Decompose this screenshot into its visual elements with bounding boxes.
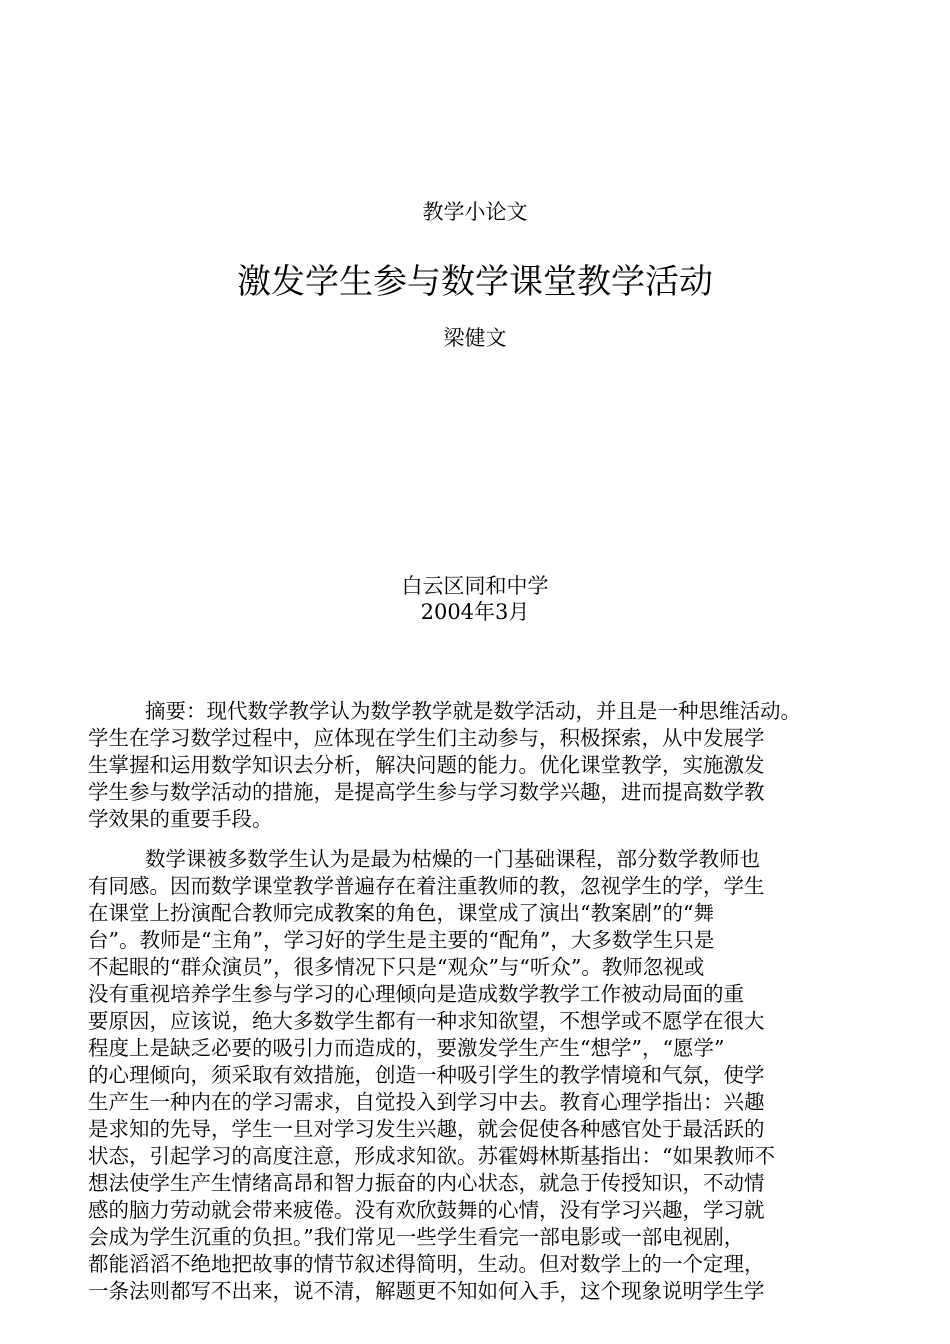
paragraph-line: 在课堂上扮演配合教师完成教案的角色，课堂成了演出“教案剧”的“舞 <box>88 901 714 925</box>
paragraph-line: 要原因，应该说，绝大多数学生都有一种求知欲望，不想学或不愿学在很大 <box>88 1009 765 1033</box>
paragraph-line: 是求知的先导，学生一旦对学习发生兴趣，就会促使各种感官处于最活跃的 <box>88 1117 765 1141</box>
abstract-paragraph <box>88 698 868 833</box>
paragraph-line: 程度上是缺乏必要的吸引力而造成的，要激发学生产生“想学”，“愿学” <box>88 1036 725 1060</box>
paragraph-line: 学效果的重要手段。 <box>88 807 273 831</box>
paragraph-line: 台”。教师是“主角”，学习好的学生是主要的“配角”，大多数学生只是 <box>88 928 715 952</box>
document-date: 2004年3月 <box>420 600 530 624</box>
paragraph-line: 不起眼的“群众演员”，很多情况下只是“观众”与“听众”。教师忽视或 <box>88 955 705 979</box>
paragraph-line: 想法使学生产生情绪高昂和智力振奋的内心状态，就急于传授知识，不动情 <box>88 1171 765 1195</box>
document-label: 教学小论文 <box>422 200 528 224</box>
paragraph-line: 会成为学生沉重的负担。”我们常见一些学生看完一部电影或一部电视剧， <box>88 1225 745 1249</box>
school-name: 白云区同和中学 <box>401 574 549 598</box>
paragraph-line: 学生参与数学活动的措施，是提高学生参与学习数学兴趣，进而提高数学教 <box>88 780 765 804</box>
paragraph-line: 状态，引起学习的高度注意，形成求知欲。苏霍姆林斯基指出：“如果教师不 <box>88 1144 775 1168</box>
paragraph-line: 数学课被多数学生认为是最为枯燥的一门基础课程，部分数学教师也 <box>145 847 760 871</box>
paragraph-line: 生产生一种内在的学习需求，自觉投入到学习中去。教育心理学指出：兴趣 <box>88 1090 765 1114</box>
author-name: 梁健文 <box>443 326 507 350</box>
paragraph-line: 生掌握和运用数学知识去分析，解决问题的能力。优化课堂教学，实施激发 <box>88 753 765 777</box>
paragraph-line: 没有重视培养学生参与学习的心理倾向是造成数学教学工作被动局面的重 <box>88 982 744 1006</box>
paragraph-line: 感的脑力劳动就会带来疲倦。没有欢欣鼓舞的心情，没有学习兴趣，学习就 <box>88 1198 765 1222</box>
paragraph-line: 摘要：现代数学教学认为数学教学就是数学活动，并且是一种思维活动。 <box>145 699 801 723</box>
paragraph-line: 的心理倾向，须采取有效措施，创造一种吸引学生的教学情境和气氛，使学 <box>88 1063 765 1087</box>
paragraph-line: 一条法则都写不出来，说不清，解题更不知如何入手，这个现象说明学生学 <box>88 1279 765 1303</box>
paragraph-line: 学生在学习数学过程中，应体现在学生们主动参与，积极探索，从中发展学 <box>88 726 765 750</box>
paragraph-line: 有同感。因而数学课堂教学普遍存在着注重教师的教，忽视学生的学，学生 <box>88 874 765 898</box>
document-title: 激发学生参与数学课堂教学活动 <box>237 262 713 302</box>
paragraph-line: 都能滔滔不绝地把故事的情节叙述得简明，生动。但对数学上的一个定理， <box>88 1252 765 1276</box>
body-paragraph <box>88 846 868 1305</box>
